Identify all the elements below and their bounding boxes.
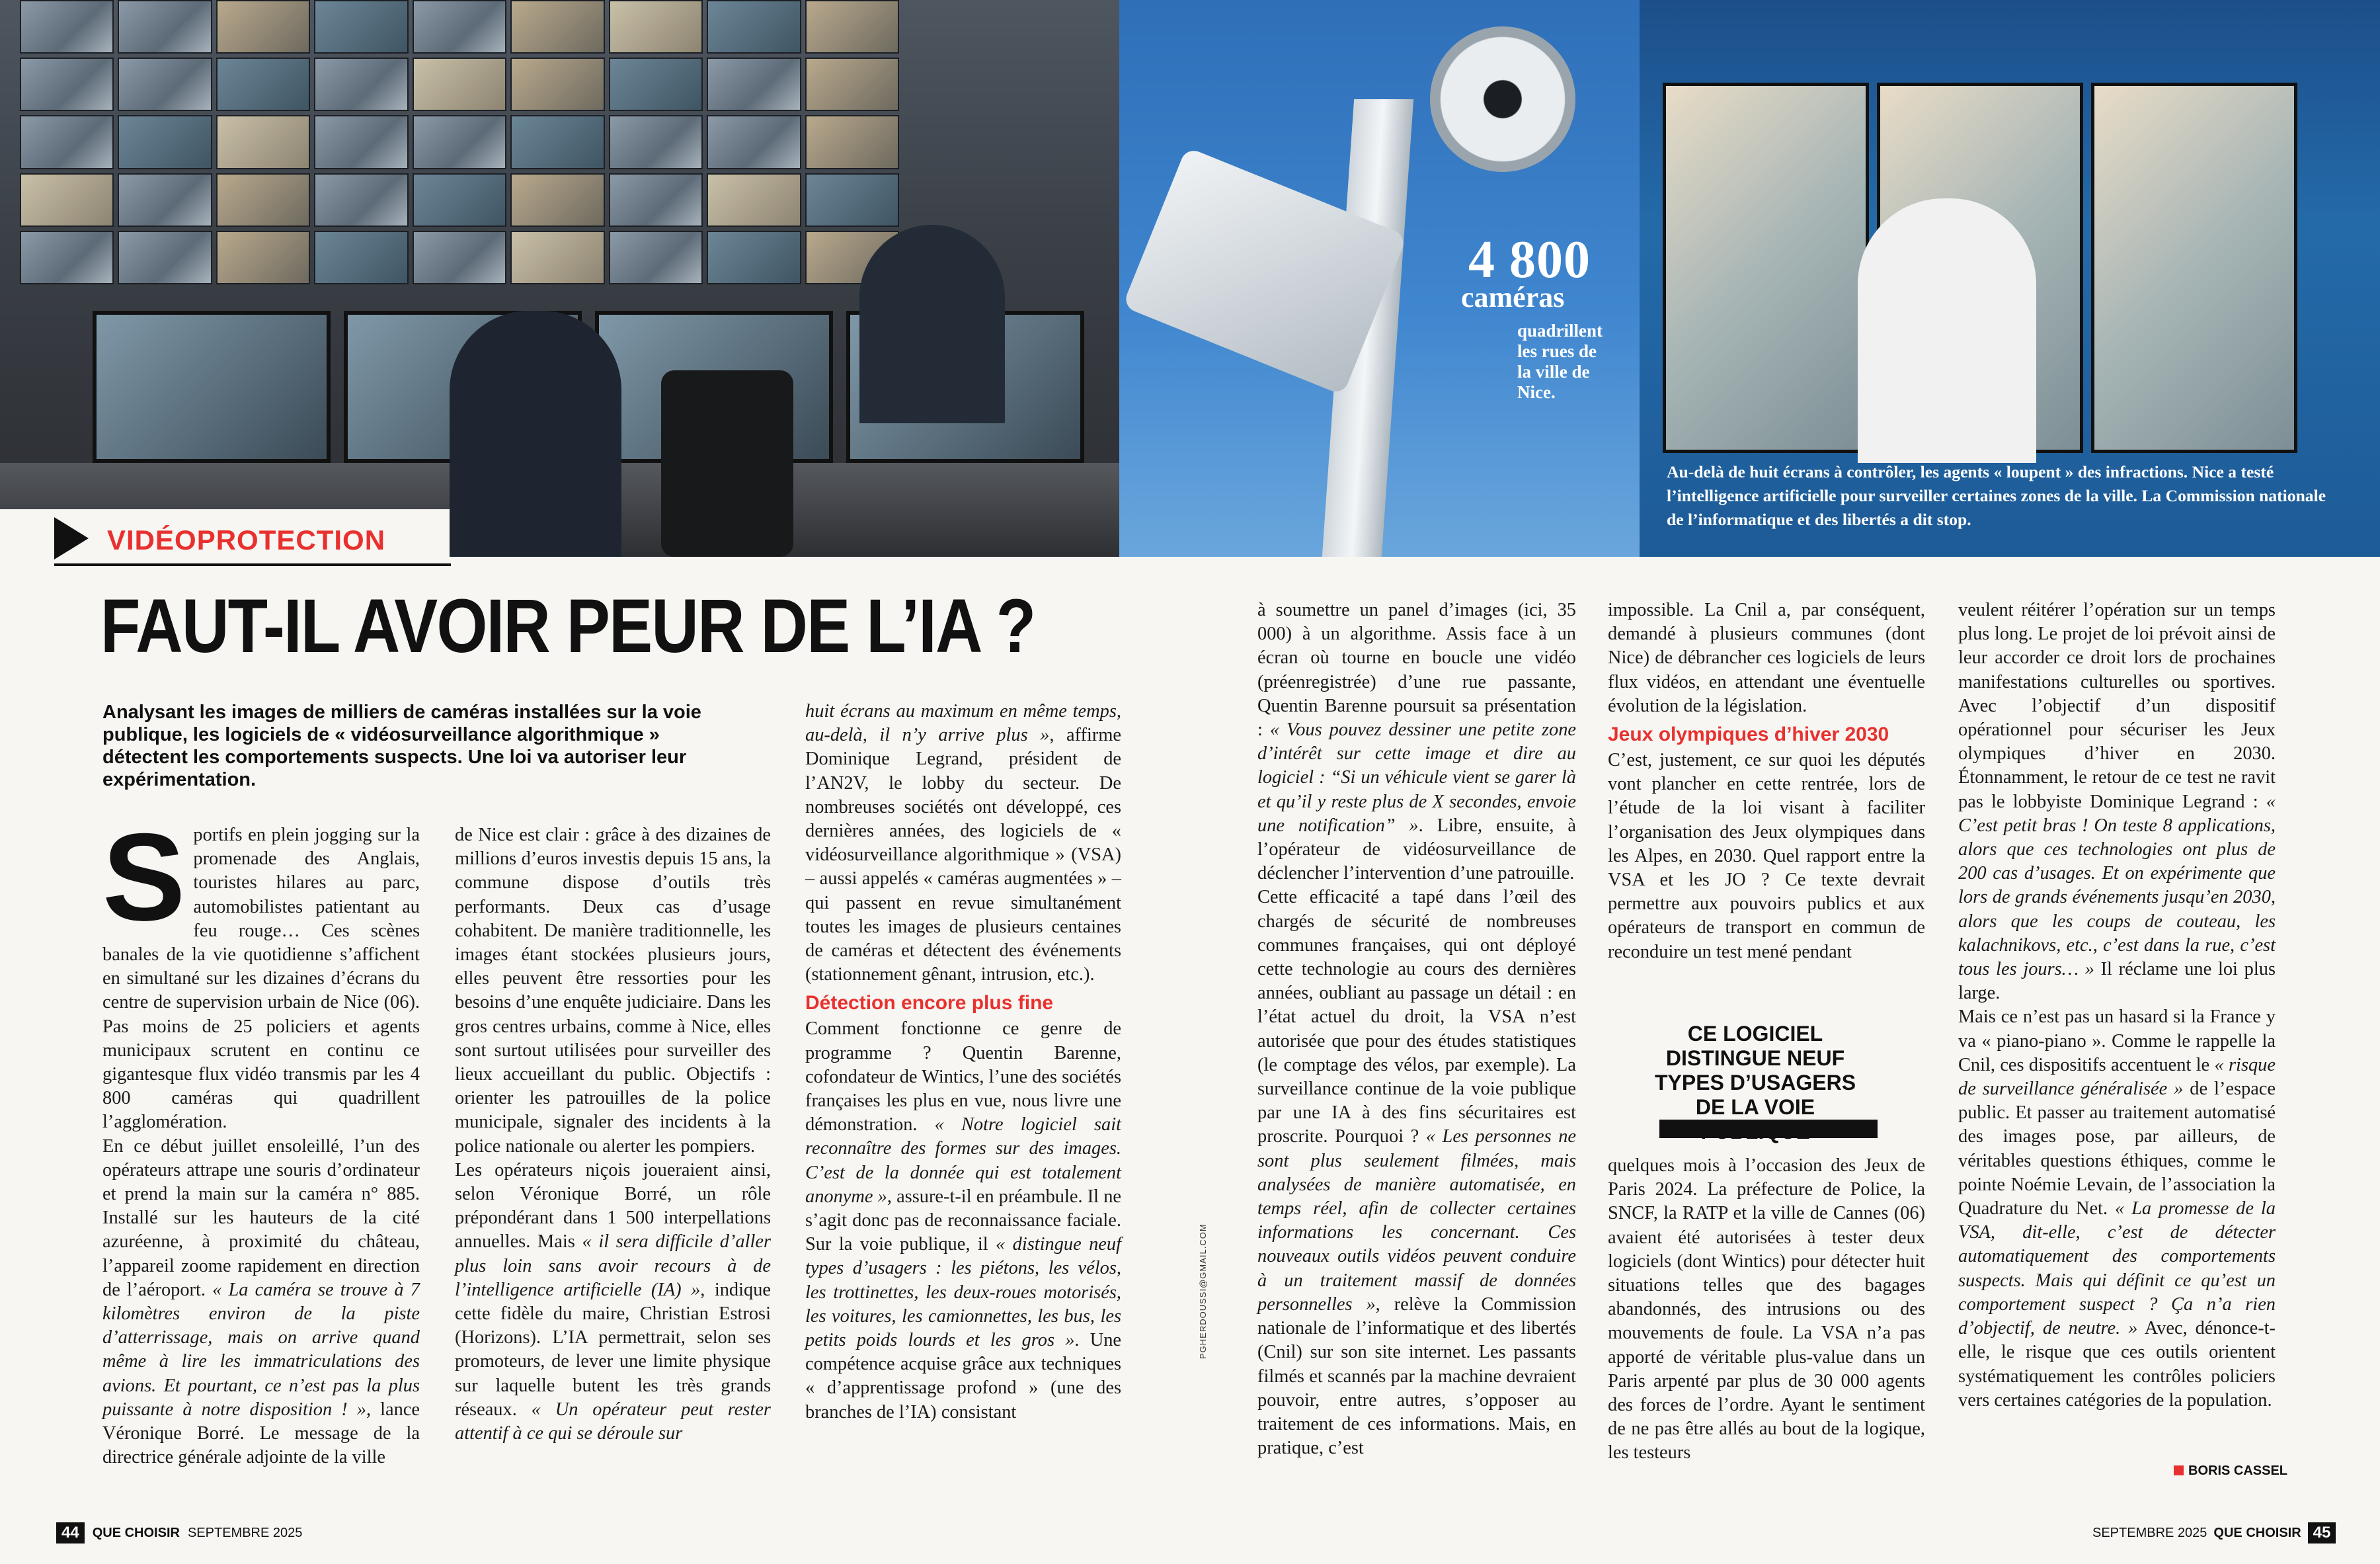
paragraph: , relève la Commission nationale de l’informatique et des libertés (Cnil) sur son site internet. Les passants filmés et scannés par la machine devraient pouvoir, entre autres, s’opposer au traitement de ces informations. Mais, en pratique, c’est: [1257, 1294, 1576, 1459]
agent-figure: [859, 225, 1005, 423]
officer-figure: [1858, 198, 2036, 463]
article-column-1: [102, 807, 420, 1469]
quote: « Vous pouvez dessiner une petite zone d’intérêt sur cette image et dire au logiciel : “Si un véhicule vient se garer là et qu’il y reste plus de X secondes, envoie une notification” »: [1257, 720, 1576, 836]
paragraph: Les opérateurs niçois joueraient ainsi, selon Véronique Borré, un rôle prépondérant dans 1 500 interpellations annuelles. Mais: [455, 1159, 771, 1253]
pull-quote: CE LOGICIEL DISTINGUE NEUF TYPES D’USAGERS DE LA VOIE: [1654, 1022, 1856, 1119]
quote: « La promesse de la VSA, dit-elle, c’est de détecter automatiquement des comportements suspects. Mais qui définit ce qu’est un comportement suspect ? Ça n’a rien d’objectif, de neutre. »: [1958, 1198, 2276, 1339]
paragraph: . Libre, ensuite, à l’opérateur de vidéosurveillance de déclencher l’intervention d’une patrouille.: [1257, 815, 1576, 884]
quote: « risque de surveillance généralisée »: [1958, 1054, 2276, 1100]
article-column-5-continued: [1608, 1154, 1925, 1465]
paragraph: portifs en plein jogging sur la promenade des Anglais, touristes hilares au parc, automobilistes patientant au feu rouge… Ces scènes banales de la vie quotidienne s’affichent en simultané sur les dizaines d’écrans du centre de supervision urbain de Nice (06). Pas moins de 25 policiers et agents municipaux scrutent en continu ce gigantesque flux vidéo transmis par les 4 800 caméras qui quadrillent l’agglomération.: [102, 825, 420, 1133]
paragraph: , indique cette fidèle du maire, Christian Estrosi (Horizons). L’IA permettrait, selon ses promoteurs, de lever une limite physique sur laquelle butent les très grands réseaux.: [455, 1279, 772, 1420]
page-number-right: 45: [2308, 1522, 2336, 1543]
quote: « il sera difficile d’aller plus loin sans avoir recours à de l’intelligence artificielle (IA) »: [455, 1231, 772, 1300]
paragraph: Avec, dénonce-t-elle, le risque que ces outils orientent systématiquement les contrôles policiers vers certaines catégories de la population.: [1958, 1318, 2276, 1411]
pull-quote-bar: [1659, 1120, 1878, 1138]
photo-caption: Au-delà de huit écrans à contrôler, les agents « loupent » des infractions. Nice a testé l’intelligence artificielle pour surveiller certaines zones de la ville. La Commission nationale de l’informatique et des libertés a dit stop.: [1667, 462, 2326, 529]
paragraph: Mais ce n’est pas un hasard si la France y va « piano-piano ». Comme le rappelle la Cnil, ces dispositifs accentuent le: [1958, 1007, 2276, 1075]
article-column-5: [1608, 598, 1925, 964]
paragraph: veulent réitérer l’opération sur un temps plus long. Le projet de loi prévoit ainsi de leur accorder ce droit lors de prochaines manifestations culturelles ou sportives. Avec l’objectif d’un dispositif opérationnel pour sécuriser les Jeux olympiques d’hiver en 2030. Étonnamment, le retour de ce test ne ravit pas le lobbyiste Dominique Legrand :: [1958, 600, 2276, 812]
stat-unit: caméras: [1461, 281, 1565, 313]
stat-number: 4 800: [1468, 231, 1591, 289]
quote: « Notre logiciel sait reconnaître des formes sur des images. C’est de la donnée qui est totalement anonyme »: [805, 1114, 1121, 1207]
paragraph: C’est, justement, ce sur quoi les députés vont plancher en cette rentrée, lors de l’étude de la loi visant à faciliter l’organisation des Jeux olympiques dans les Alpes, en 2030. Quel rapport entre la VSA et les JO ? Ce texte devrait permettre aux pouvoirs publics et aux opérateurs de transport en commun de reconduire un test mené pendant: [1608, 750, 1925, 962]
section-label: VIDÉOPROTECTION: [107, 524, 386, 556]
paragraph: de l’espace public. Et passer au traitement automatisé des images pose, par ailleurs, de véritables questions éthiques, comme le pointe Noémie Levain, de l’association la Quadrature du Net.: [1958, 1079, 2276, 1219]
quote: « Les personnes ne sont plus seulement filmées, mais analysées de manière automatisée, en temps réel, afin de collecter certaines informations les concernant. Ces nouveaux outils vidéos peuvent conduire à un traitement massif de données personnelles »: [1257, 1126, 1576, 1315]
issue-date: SEPTEMBRE 2025: [2092, 1525, 2207, 1540]
article-column-3: [805, 700, 1121, 1424]
agent-figure: [450, 311, 621, 557]
video-wall: [20, 0, 899, 284]
magazine-name: QUE CHOISIR: [2213, 1525, 2301, 1540]
paragraph: Il réclame une loi plus large.: [1958, 959, 2276, 1004]
paragraph: En ce début juillet ensoleillé, l’un des opérateurs attrape une souris d’ordinateur et prend la main sur la caméra n° 885. Installé sur les hauteurs de la cité azuréenne, à proximité du château, l’appareil zoome rapidement en direction de l’aéroport.: [102, 1135, 420, 1300]
paragraph: , assure-t-il en préambule. Il ne s’agit donc pas de reconnaissance faciale. Sur la voie publique, il: [805, 1186, 1121, 1255]
paragraph: quelques mois à l’occasion des Jeux de Paris 2024. La préfecture de Police, la SNCF, la RATP et la ville de Cannes (06) avaient été autorisées à tester deux logiciels (dont Wintics) pour détecter huit situations telles que des bagages abandonnés, des intrusions ou des mouvements de foule. La VSA n’a pas apporté de véritable plus-value dans un Paris arpenté par plus de 30 000 agents des forces de l’ordre. Ayant le sentiment de ne pas être allés au bout de la logique, les testeurs: [1608, 1155, 1925, 1463]
dome-camera: [1430, 26, 1575, 172]
article-column-2: [455, 823, 771, 1446]
subheading: Jeux olympiques d’hiver 2030: [1608, 723, 1889, 746]
quote: « La caméra se trouve à 7 kilomètres environ de la piste d’atterrissage, mais on arrive quand même à lire les immatriculations des avions. Et pourtant, ce n’est pas la plus puissante à notre disposition ! »: [102, 1279, 420, 1420]
quote: « distingue neuf types d’usagers : les piétons, les vélos, les trottinettes, les deux-roues motorisés, les voitures, les camionnettes, les bus, les petits poids lourds et les gros »: [805, 1234, 1121, 1351]
magazine-name: QUE CHOISIR: [92, 1525, 180, 1540]
footer-right: [2092, 1522, 2336, 1543]
standfirst: Analysant les images de milliers de caméras installées sur la voie publique, les logiciels de « vidéosurveillance algorithmique » détectent les comportements suspects. Une loi va autoriser leur expérimentation.: [102, 702, 701, 790]
paragraph: , lance Véronique Borré. Le message de la directrice générale adjointe de la ville: [102, 1399, 420, 1468]
quote: « C’est petit bras ! On teste 8 applications, alors que ces technologies ont plus de 200 cas d’usages. Et on expérimente que lors de grands événements jusqu’en 2030, alors que les coups de couteau, les kalachnikovs, etc., c’est dans la rue, c’est tous les jours… »: [1958, 791, 2276, 980]
headline: FAUT-IL AVOIR PEUR DE L’IA ?: [100, 584, 1035, 669]
quote: « Un opérateur peut rester attentif à ce qui se déroule sur: [455, 1399, 771, 1444]
section-underline: [54, 563, 451, 566]
page-number-left: 44: [56, 1522, 85, 1543]
stat-caption: quadrillent les rues de la ville de Nice.: [1517, 321, 1603, 402]
issue-date: SEPTEMBRE 2025: [187, 1525, 303, 1540]
paragraph: . Une compétence acquise grâce aux techniques « d’apprentissage profond » (une des branches de l’IA) consistant: [805, 1330, 1122, 1422]
drop-cap: S: [102, 807, 186, 946]
article-column-6: [1958, 598, 2276, 1413]
subheading: Détection encore plus fine: [805, 992, 1054, 1014]
play-triangle-icon: [54, 517, 89, 559]
paragraph: impossible. La Cnil a, par conséquent, demandé à plusieurs communes (dont Nice) de débrancher ces logiciels de leurs flux vidéos, en attendant une éventuelle évolution de la législation.: [1608, 600, 1925, 716]
quote: huit écrans au maximum en même temps, au-delà, il n’y arrive plus »: [805, 701, 1121, 746]
author-signature: BORIS CASSEL: [2188, 1463, 2288, 1478]
photo-control-room: [0, 0, 1119, 557]
paragraph: Comment fonctionne ce genre de programme ? Quentin Barenne, cofondateur de Wintics, l’une des sociétés françaises les plus en vue, nous livre une démonstration.: [805, 1018, 1121, 1135]
photo-credit: PGHERDOUSSI@GMAIL.COM: [1198, 1223, 1208, 1359]
article-column-4: [1257, 598, 1576, 1460]
paragraph: , affirme Dominique Legrand, président de l’AN2V, le lobby du secteur. De nombreuses sociétés ont développé, ces dernières années, des logiciels de « vidéosurveillance algorithmique » (VSA) – aussi appelés « caméras augmentées » – qui passent en revue simultanément toutes les images de plusieurs centaines de caméras et détectent des événements (stationnement gênant, intrusion, etc.).: [805, 725, 1121, 985]
paragraph: Cette efficacité a tapé dans l’œil des chargés de sécurité de nombreuses communes françaises, qui ont déployé cette technologie au cours des dernières années, oubliant au passage un détail : en l’état actuel du droit, la VSA n’est autorisée que pour des études statistiques (le comptage des vélos, par exemple). La surveillance continue de la voie publique par une IA à des fins sécuritaires est proscrite. Pourquoi ?: [1257, 887, 1576, 1147]
paragraph: à soumettre un panel d’images (ici, 35 000) à un algorithme. Assis face à un écran où tourne en boucle une vidéo (préenregistrée) d’une rue passante, Quentin Barenne poursuit sa présentation :: [1257, 600, 1576, 741]
paragraph: de Nice est clair : grâce à des dizaines de millions d’euros investis depuis 15 ans, la commune dispose d’outils très performants. Deux cas d’usage cohabitent. De manière traditionnelle, les images étant stockées plusieurs jours, elles peuvent être ressorties pour les besoins d’une enquête judiciaire. Dans les gros centres urbains, comme à Nice, elles sont surtout utilisées pour surveiller des lieux accueillant du public. Objectifs : orienter les patrouilles de la police municipale, signaler des incidents à la police nationale ou alerter les pompiers.: [455, 825, 771, 1157]
footer-left: [56, 1522, 302, 1543]
chair: [661, 370, 793, 557]
